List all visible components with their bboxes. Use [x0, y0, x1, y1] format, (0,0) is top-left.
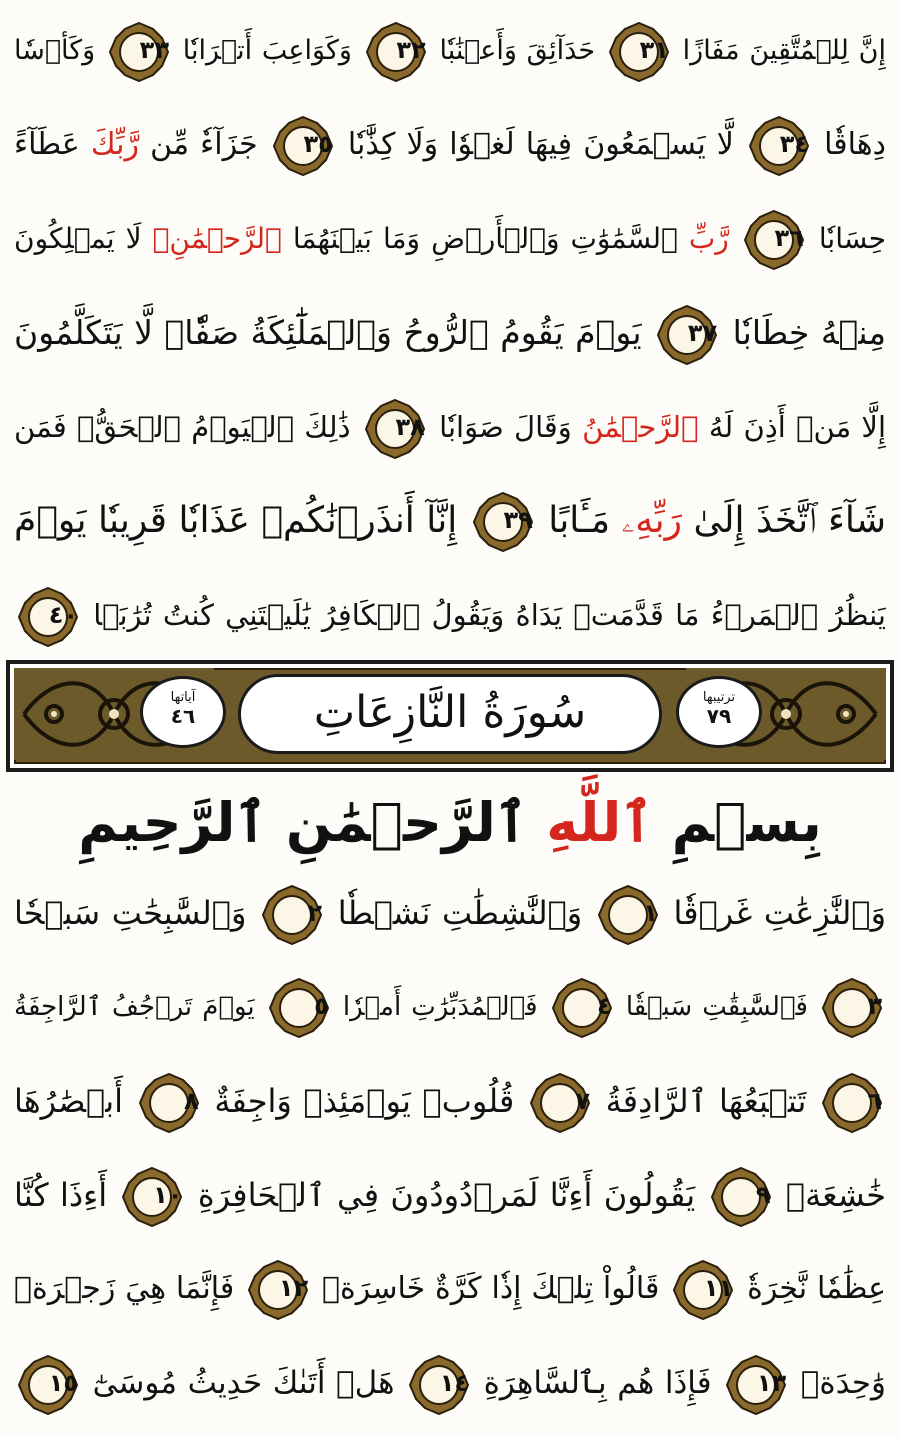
ayah-number: ٣٦	[774, 224, 804, 252]
ayah-number-marker	[530, 1073, 590, 1133]
ayah-number: ١٣	[756, 1368, 787, 1397]
ayah-number: ٤٠	[48, 601, 78, 629]
verse-line	[14, 568, 886, 662]
ayah-number-marker	[18, 1355, 78, 1415]
ayah-number: ٣	[867, 991, 883, 1020]
ayah-number-marker	[822, 978, 882, 1038]
surah-order-medallion	[676, 676, 762, 748]
ayah-number: ١١	[703, 1273, 734, 1302]
surah-title-cartouche	[238, 674, 662, 754]
ayah-number: ٣١	[639, 35, 669, 64]
ayah-number: ٣٩	[503, 506, 533, 534]
ayah-number: ٣٤	[779, 129, 810, 158]
verse-text: عَطَآءً	[14, 127, 80, 162]
verse-text: وَٱلنَّٰشِطَٰتِ نَشۡطٗا	[337, 894, 583, 932]
verse-text: دِهَاقٗا	[824, 127, 886, 162]
ayah-number-marker	[273, 116, 333, 176]
verse-text: يَنظُرُ ٱلۡمَرۡءُ مَا قَدَّمَتۡ يَدَاهُ وَيَقُولُ ٱلۡكَافِرُ يَٰلَيۡتَنِي كُنتُ تُرَٰبَۢا	[93, 598, 886, 632]
verse-text: يَوۡمَ يَقُومُ ٱلرُّوحُ وَٱلۡمَلَٰٓئِكَةُ صَفّٗاۖ لَّا يَتَكَلَّمُونَ	[14, 313, 642, 352]
verse-text: هَلۡ أَتَىٰكَ حَدِيثُ مُوسَىٰٓ	[92, 1365, 395, 1401]
surah-title: سُورَةُ النَّازِعَاتِ	[313, 687, 587, 738]
verse-text: خَٰشِعَةٞ	[785, 1176, 886, 1214]
ayah-number: ٣٨	[395, 413, 425, 441]
verses-block-bottom	[14, 866, 886, 1430]
verse-text: إِنَّآ أَنذَرۡنَٰكُمۡ عَذَابٗا قَرِيبٗا يَوۡمَ	[14, 500, 458, 541]
ayah-number: ١٠	[153, 1181, 183, 1209]
verse-text: وَكَأۡسٗا	[14, 35, 96, 66]
ayah-number-marker	[248, 1260, 308, 1320]
verse-text: فَٱلسَّٰبِقَٰتِ سَبۡقٗا	[625, 992, 808, 1022]
ayah-number: ٣٧	[687, 318, 718, 347]
verse-text: إِلَّا مَنۡ أَذِنَ لَهُ	[708, 410, 886, 444]
ayah-number-marker	[366, 22, 426, 82]
ayah-number: ٧	[575, 1087, 590, 1115]
verse-text: يَوۡمَ تَرۡجُفُ ٱلرَّاجِفَةُ	[14, 992, 255, 1022]
ayah-number-marker	[109, 22, 169, 82]
ayah-number-marker	[598, 885, 658, 945]
ayah-number-marker	[822, 1073, 882, 1133]
verse-text: وَٱلنَّٰزِعَٰتِ غَرۡقٗا	[673, 894, 886, 932]
basmala	[0, 778, 900, 868]
verse-text: ذَٰلِكَ ٱلۡيَوۡمُ ٱلۡحَقُّۖ فَمَن	[14, 410, 351, 444]
verse-line	[14, 1054, 886, 1148]
verse-text: قَالُواْ تِلۡكَ إِذٗا كَرَّةٌ خَاسِرَةٞ	[322, 1271, 660, 1306]
ayah-number-marker	[365, 399, 425, 459]
verse-text: إِنَّ لِلۡمُتَّقِينَ مَفَازًا	[682, 35, 886, 66]
verse-text: أَبۡصَٰرُهَا	[14, 1082, 124, 1120]
divine-name-text: رَبِّهِۦ	[621, 500, 683, 541]
ayah-number-marker	[552, 978, 612, 1038]
ayah-number-marker	[139, 1073, 199, 1133]
ayah-number: ٣٥	[303, 129, 333, 158]
order-value: ٧٩	[706, 704, 732, 728]
verse-text: فَإِذَا هُم بِٱلسَّاهِرَةِ	[483, 1365, 712, 1401]
divine-name-text: رَّبِّكَ	[90, 127, 139, 162]
ayah-number: ٣٣	[139, 35, 169, 64]
verse-line	[14, 960, 886, 1054]
verse-text: حِسَابٗا	[818, 222, 886, 255]
ayah-number: ٣٢	[396, 35, 426, 64]
ayah-number-marker	[657, 305, 717, 365]
verse-text: لَا يَمۡلِكُونَ	[14, 222, 142, 255]
verse-line	[14, 474, 886, 568]
verse-text: وَٱلسَّٰبِحَٰتِ سَبۡحٗا	[14, 894, 247, 932]
basmala-allah: ٱللَّهِ	[546, 791, 653, 854]
verse-text: حَدَآئِقَ وَأَعۡنَٰبٗا	[439, 35, 596, 66]
ayah-number-marker	[726, 1355, 786, 1415]
divine-name-text: رَّبِّ	[688, 222, 729, 255]
ayah-number: ٥	[314, 991, 329, 1020]
verse-line	[14, 1336, 886, 1430]
ayah-number: ١٤	[439, 1368, 470, 1397]
verse-text: شَآءَ ٱتَّخَذَ إِلَىٰ	[693, 500, 886, 541]
verse-text: وَكَوَاعِبَ أَتۡرَابٗا	[182, 35, 352, 66]
verse-text: وَٰحِدَةٞ	[800, 1365, 886, 1401]
verses-block-top	[14, 4, 886, 662]
verse-text: مِنۡهُ خِطَابٗا	[732, 313, 886, 352]
verse-line	[14, 1242, 886, 1336]
order-label: ترتيبها	[702, 690, 736, 705]
verse-line	[14, 286, 886, 380]
ayah-number-marker	[262, 885, 322, 945]
ayah-number: ٢	[307, 899, 323, 927]
verse-line	[14, 866, 886, 960]
verses-value: ٤٦	[170, 704, 196, 728]
verse-text: فَإِنَّمَا هِيَ زَجۡرَةٞ	[14, 1271, 235, 1306]
verse-line	[14, 1148, 886, 1242]
ayah-number-marker	[122, 1167, 182, 1227]
ayah-number: ١٢	[278, 1273, 309, 1302]
verse-line	[14, 4, 886, 98]
verse-text: قُلُوبٞ يَوۡمَئِذٖ وَاجِفَةٌ	[214, 1082, 515, 1120]
verse-line	[14, 98, 886, 192]
ayah-number-marker	[18, 587, 78, 647]
ayah-number: ١٥	[48, 1368, 78, 1397]
ayah-number-marker	[711, 1167, 771, 1227]
verse-text: لَّا يَسۡمَعُونَ فِيهَا لَغۡوٗا وَلَا كِذَّٰبٗا	[347, 127, 734, 162]
ayah-number: ٩	[755, 1181, 771, 1209]
basmala-bism: بِسۡمِ	[671, 791, 822, 854]
ayah-number-marker	[269, 978, 329, 1038]
verse-text: أَءِذَا كُنَّا	[14, 1176, 108, 1214]
ayah-number: ١	[643, 899, 658, 927]
ayah-number: ٨	[184, 1087, 199, 1115]
ayah-number: ٤	[597, 991, 612, 1020]
verse-count-medallion	[140, 676, 226, 748]
verse-text: ٱلسَّمَٰوَٰتِ وَٱلۡأَرۡضِ وَمَا بَيۡنَهُمَا	[292, 222, 678, 255]
divine-name-text: ٱلرَّحۡمَٰنُ	[582, 410, 699, 444]
verse-text: تَتۡبَعُهَا ٱلرَّادِفَةُ	[605, 1082, 807, 1120]
ayah-number-marker	[473, 492, 533, 552]
verse-line	[14, 192, 886, 286]
verse-text: يَقُولُونَ أَءِنَّا لَمَرۡدُودُونَ فِي ٱلۡحَافِرَةِ	[197, 1176, 696, 1214]
verse-text: مَـَٔابًا	[548, 500, 611, 541]
ayah-number-marker	[744, 210, 804, 270]
divine-name-text: ٱلرَّحۡمَٰنِۖ	[152, 222, 282, 255]
ayah-number-marker	[673, 1260, 733, 1320]
ayah-number: ٦	[867, 1087, 883, 1115]
verse-text: عِظَٰمٗا نَّخِرَةٗ	[747, 1271, 886, 1306]
verses-label: آياتها	[170, 690, 196, 705]
verse-text: فَٱلۡمُدَبِّرَٰتِ أَمۡرٗا	[342, 992, 538, 1022]
verse-text: جَزَآءٗ مِّن	[150, 127, 258, 162]
ayah-number-marker	[749, 116, 809, 176]
verse-line	[14, 380, 886, 474]
verse-text: وَقَالَ صَوَابٗا	[439, 410, 572, 444]
basmala-rest: ٱلرَّحۡمَٰنِ ٱلرَّحِيمِ	[78, 791, 528, 854]
ayah-number-marker	[409, 1355, 469, 1415]
surah-header-banner	[6, 660, 894, 772]
ayah-number-marker	[609, 22, 669, 82]
